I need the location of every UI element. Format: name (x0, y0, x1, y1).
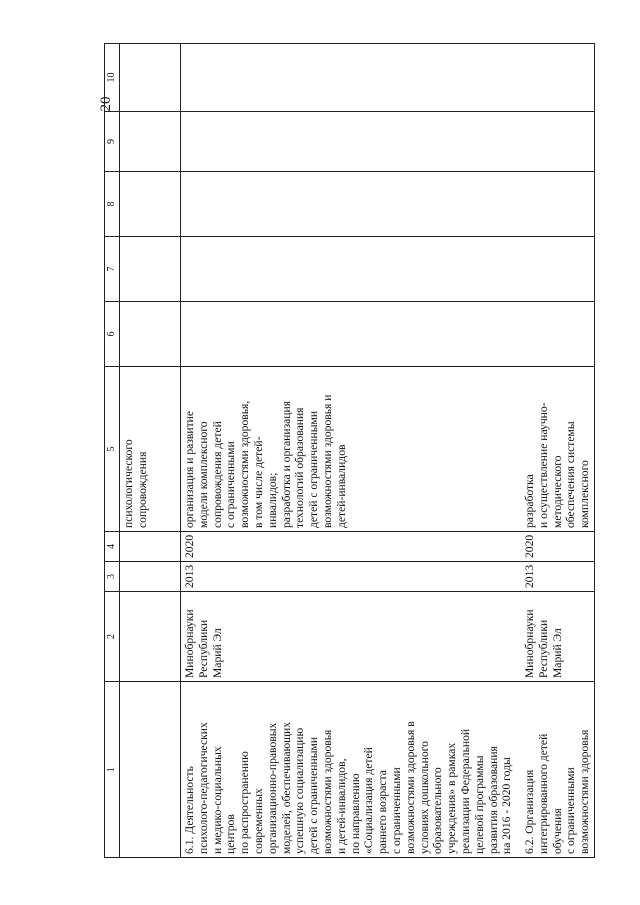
column-header: 8 (105, 172, 120, 237)
page-number: 20 (97, 96, 114, 112)
result-cell: организация и развитие модели комплексного сопровождения детей с ограниченными возможностями здоровья, в том числе детей- инвалидов; разработка и организация технологий образования детей с ограниченными возможностями здоровья и детей-инвалидов (181, 367, 522, 532)
column-header: 9 (105, 112, 120, 172)
executor-cell: Минобрнауки Республики Марий Эл (181, 592, 522, 682)
column-header: 4 (105, 532, 120, 562)
plan-table (104, 43, 595, 858)
executor-cell: Минобрнауки Республики Марий Эл (521, 592, 594, 682)
result-cell: разработка и осуществление научно- методического обеспечения системы комплексного (521, 367, 594, 532)
carryover-cell (120, 367, 181, 532)
column-header: 1 (105, 682, 120, 858)
table-row-carryover (120, 44, 181, 858)
end-year-cell: 2020 (181, 532, 522, 562)
column-header: 2 (105, 592, 120, 682)
activity-cell: 6.2. Организация интегрированного детей обучения с ограниченными возможностями здоровья (521, 682, 594, 858)
start-year-cell: 2013 (521, 562, 594, 592)
start-year-cell: 2013 (181, 562, 522, 592)
carryover-line: сопровождения (135, 451, 149, 528)
column-header: 7 (105, 237, 120, 302)
rotated-table-wrapper (104, 44, 594, 858)
table-header-row (105, 44, 120, 858)
carryover-line: психологического (122, 439, 135, 528)
column-header: 6 (105, 302, 120, 367)
column-header: 10 (105, 44, 120, 112)
column-header: 3 (105, 562, 120, 592)
table-row (521, 44, 594, 858)
activity-cell: 6.1. Деятельность психолого-педагогических и медико-социальных центров по распространению современных организационно-правовых моделей, обеспечивающих успешную социализацию детей с ограниченными возможностями здоровья и детей-инвалидов, по направлению «Социализация детей раннего возраста с ограниченными возможностями здоровья в условиях дошкольного образовательного учреждения» в рамках реализации Федеральной целевой программы развития образования на 2016 - 2020 годы (181, 682, 522, 858)
end-year-cell: 2020 (521, 532, 594, 562)
column-header: 5 (105, 367, 120, 532)
table-row (181, 44, 522, 858)
